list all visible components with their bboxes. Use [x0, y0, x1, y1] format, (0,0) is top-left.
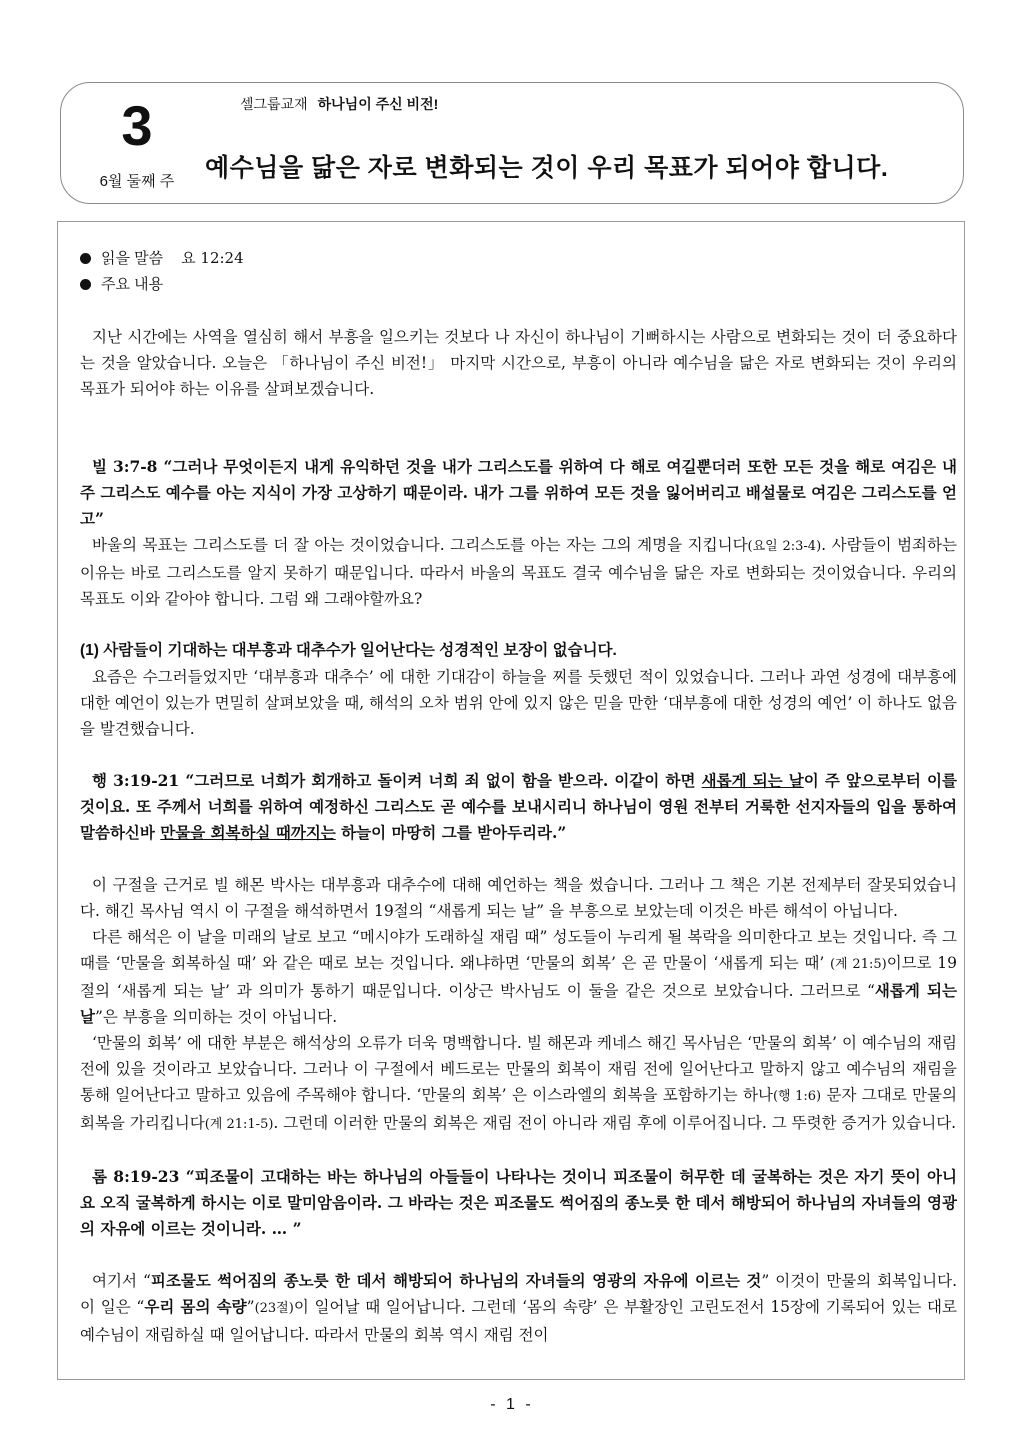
paragraph-paul-goal: 바울의 목표는 그리스도를 더 잘 아는 것이었습니다. 그리스도를 아는 자는 그의 계명을 지킵니다(요일 2:3-4). 사람들이 범죄하는 이유는 바로 그리스도를 알지 못하기 때문입니다. 따라서 바울의 목표도 결국 예수님을 닮은 자로 변화되는 것이었습니다. 우리의 목표도 이와 같아야 합니다. 그럼 왜 그래야할까요?: [80, 536, 957, 608]
reading-label: 읽을 말씀: [101, 250, 164, 267]
inline-reference: (계 21:5): [829, 957, 887, 972]
paragraph-creation: 여기서 “피조물도 썩어짐의 종노릇 한 데서 해방되어 하나님의 자녀들의 영광의 자유에 이르는 것” 이것이 만물의 회복입니다. 이 일은 “우리 몸의 속량”(23절)이 일어날 때 일어납니다. 그런데 ‘몸의 속량’ 은 부활장인 고린도전서 15장에 기록되어 있는 대로 예수님이 재림하실 때 일어납니다. 따라서 만물의 회복 역시 재림 전이: [80, 1271, 958, 1344]
section-heading: (1) 사람들이 기대하는 대부흥과 대추수가 일어난다는 성경적인 보장이 없습니다.: [80, 642, 617, 659]
scripture-acts: 행 3:19-21 “그러므로 너희가 회개하고 돌이켜 너희 죄 없이 함을 받으라. 이같이 하면 새롭게 되는 날이 주 앞으로부터 이를 것이요. 또 주께서 너희를 위하여 예정하신 그리스도 곧 예수를 보내시리니 하나님이 영원 전부터 거룩한 선지자들의 입을 통하여 말씀하신바 만물을 회복하실 때까지는 하늘이 마땅히 그를 받아두리라.”: [80, 771, 958, 842]
bold-phrase: 우리 몸의 속량: [144, 1297, 247, 1316]
page-number: - 1 -: [490, 1396, 534, 1413]
underlined-phrase: 만물을 회복하실 때까지는: [160, 823, 336, 842]
inline-reference: (행 1:6): [772, 1089, 822, 1104]
paragraph-revival: 요즘은 수그러들었지만 ‘대부흥과 대추수’ 에 대한 기대감이 하늘을 찌를 듯했던 적이 있었습니다. 그러나 과연 성경에 대부흥에 대한 예언이 있는가 면밀히 살펴보았을 때, 해석의 오차 범위 안에 있지 않은 믿을 만한 ‘대부흥에 대한 성경의 예언’ 이 하나도 없음을 발견했습니다.: [80, 668, 957, 738]
underlined-phrase: 새롭게 되는 날: [701, 771, 804, 790]
lesson-header-box: [60, 82, 964, 204]
intro-paragraph: 지난 시간에는 사역을 열심히 해서 부흥을 일으키는 것보다 나 자신이 하나님이 기뻐하시는 사람으로 변화되는 것이 더 중요하다는 것을 알았습니다. 오늘은 「하나님이 주신 비전!」 마지막 시간으로, 부흥이 아니라 예수님을 닮은 자로 변화되는 것이 우리의 목표가 되어야 하는 이유를 살펴보겠습니다.: [80, 328, 957, 398]
paragraph-other-interpretation: 다른 해석은 이 날을 미래의 날로 보고 “메시야가 도래하실 재림 때” 성도들이 누리게 될 복락을 의미한다고 보는 것입니다. 즉 그때를 ‘만물을 회복하실 때’ 와 같은 때로 보는 것입니다. 왜냐하면 ‘만물의 회복’ 은 곧 만물이 ‘새롭게 되는 때’ (계 21:5)이므로 19절의 ‘새롭게 되는 날’ 과 의미가 통하기 때문입니다. 이상근 박사님도 이 둘을 같은 것으로 보았습니다. 그러므로 “새롭게 되는 날”은 부흥을 의미하는 것이 아닙니다.: [80, 928, 958, 1026]
scripture-reference: 빌 3:7-8: [92, 457, 158, 476]
reading-reference: 요 12:24: [181, 249, 244, 267]
series-line: [240, 94, 438, 114]
paragraph-restoration: ‘만물의 회복’ 에 대한 부분은 해석상의 오류가 더욱 명백합니다. 빌 해몬과 케네스 해긴 목사님은 ‘만물의 회복’ 이 예수님의 재림 전에 있을 것이라고 보았습니다. 그러나 이 구절에서 베드로는 만물의 회복이 재림 전에 일어난다고 말하지 않고 예수님의 재림을 통해 일어난다고 말하고 있음에 주목해야 합니다. ‘만물의 회복’ 은 이스라엘의 회복을 포함하기는 하나(행 1:6) 문자 그대로 만물의 회복을 가리킵니다(계 21:1-5). 그런데 이러한 만물의 회복은 재림 전이 아니라 재림 후에 이루어집니다. 그 뚜렷한 증거가 있습니다.: [80, 1034, 957, 1132]
lesson-number: 3: [121, 94, 153, 157]
lesson-content: [80, 245, 957, 1348]
scripture-philippians: [80, 454, 957, 532]
main-content-bullet: [80, 272, 957, 298]
inline-reference: (계 21:1-5): [204, 1117, 274, 1132]
scripture-romans: [80, 1164, 957, 1242]
paragraph-hamon: 이 구절을 근거로 빌 해몬 박사는 대부흥과 대추수에 대해 예언하는 책을 썼습니다. 그러나 그 책은 기본 전제부터 잘못되었습니다. 해긴 목사님 역시 이 구절을 해석하면서 19절의 “새롭게 되는 날” 을 부흥으로 보았는데 이것은 바른 해석이 아닙니다.: [80, 876, 957, 920]
inline-reference: (23절): [254, 1301, 294, 1316]
main-content-label: 주요 내용: [101, 276, 164, 293]
inline-reference: (요일 2:3-4): [747, 539, 822, 554]
reading-bullet: [80, 245, 957, 272]
series-label: 셀그룹교재: [240, 96, 308, 112]
bullet-icon: [80, 253, 91, 264]
lesson-week: 6월 둘째 주: [99, 173, 175, 190]
scripture-reference: 행 3:19-21: [92, 771, 180, 790]
scripture-text: “피조물이 고대하는 바는 하나님의 아들들이 나타나는 것이니 피조물이 허무한 데 굴복하는 것은 자기 뜻이 아니요 오직 굴복하게 하시는 이로 말미암음이라. 그 바라는 것은 피조물도 썩어짐의 종노릇 한 데서 해방되어 하나님의 자녀들의 영광의 자유에 이르는 것이니라. … ”: [80, 1167, 957, 1238]
bullet-icon: [80, 279, 91, 290]
lesson-title: 예수님을 닮은 자로 변화되는 것이 우리 목표가 되어야 합니다.: [205, 154, 889, 182]
scripture-text: “그러나 무엇이든지 내게 유익하던 것을 내가 그리스도를 위하여 다 해로 여길뿐더러 또한 모든 것을 해로 여김은 내 주 그리스도 예수를 아는 지식이 가장 고상하기 때문이라. 내가 그를 위하여 모든 것을 잃어버리고 배설물로 여김은 그리스도를 얻고”: [80, 457, 957, 528]
series-title: 하나님이 주신 비전!: [317, 96, 439, 112]
bold-phrase: 새롭게 되는 날: [80, 981, 958, 1026]
scripture-reference: 롬 8:19-23: [92, 1167, 180, 1186]
bold-phrase: 피조물도 썩어짐의 종노릇 한 데서 해방되어 하나님의 자녀들의 영광의 자유에 이르는 것: [150, 1271, 762, 1290]
